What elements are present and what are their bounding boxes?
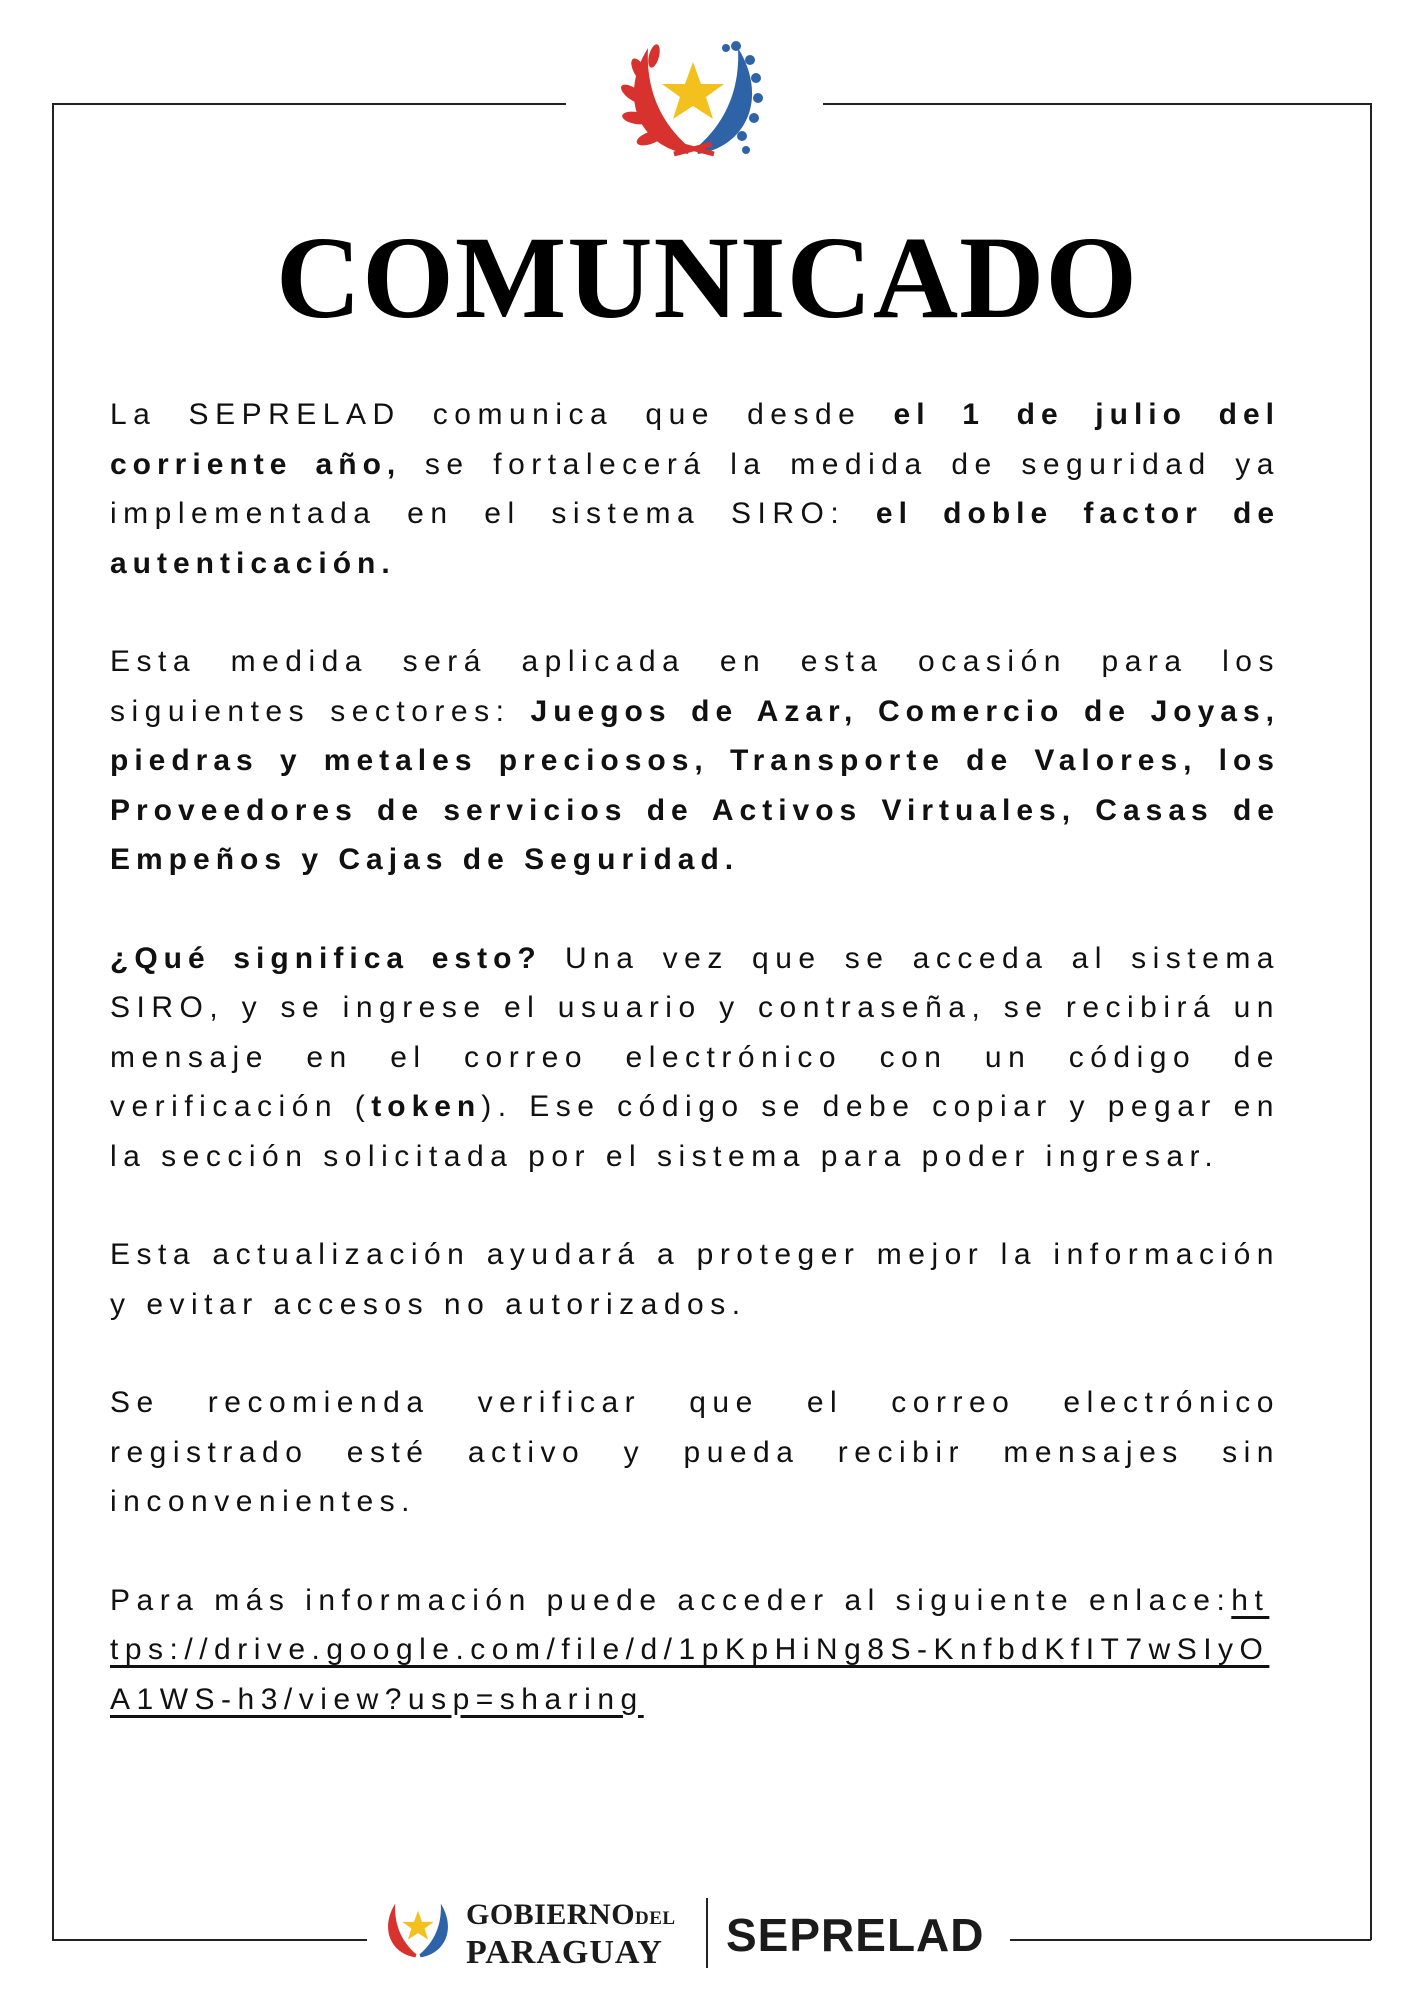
frame-bottom-right-line (1010, 1939, 1371, 1941)
p3-bold-token: token (371, 1090, 482, 1123)
frame-top-left-line (52, 103, 566, 105)
p1-text-2: se fortalecerá la medida de seguridad ya implementada en el sistema SIRO: (110, 447, 1280, 530)
drive-link[interactable]: https://drive.google.com/file/d/1pKpHiNg8S-KnfbdKfIT7wSIyOA1WS-h3/view?usp=sharing (110, 1583, 1270, 1716)
paraguay-emblem-small-icon (380, 1890, 456, 1966)
p3-text-1: Una vez que se acceda al sistema SIRO, y se ingrese el usuario y contraseña, se recibirá un mensaje en el correo electrónico con un código de verificación ( (110, 941, 1280, 1123)
paragraph-recommendation: Se recomienda verificar que el correo electrónico registrado esté activo y pueda recibir mensajes sin inconvenientes. (110, 1386, 1280, 1518)
gov-line1: GOBIERNO (466, 1898, 636, 1931)
agency-logo-text: SEPRELAD (726, 1909, 985, 1961)
frame-right-line (1370, 103, 1372, 1940)
frame-top-right-line (823, 103, 1371, 105)
document-body (110, 390, 1280, 1773)
p2-text-1: Esta medida será aplicada en esta ocasión para los siguientes sectores: (110, 645, 1280, 728)
gov-line2: PARAGUAY (466, 1934, 663, 1971)
paragraph-update: Esta actualización ayudará a proteger mejor la información y evitar accesos no autorizados. (110, 1238, 1280, 1321)
frame-left-line (52, 103, 54, 1940)
paragraph-announcement (110, 390, 1280, 588)
p1-bold-date: el 1 de julio del corriente año, (110, 398, 1280, 481)
p6-text: Para más información puede acceder al siguiente enlace: (110, 1583, 1232, 1617)
government-wordmark (466, 1898, 676, 1970)
paragraph-meaning (110, 934, 1280, 1182)
page-title: COMUNICADO (275, 212, 1139, 343)
footer-separator (706, 1898, 708, 1968)
paraguay-emblem-icon (618, 26, 768, 166)
footer-logos (380, 1890, 1020, 1990)
p3-bold-question: ¿Qué significa esto? (110, 941, 542, 975)
paragraph-sectors (110, 637, 1280, 885)
p1-text-1: La SEPRELAD comunica que desde (110, 398, 894, 431)
frame-bottom-left-line (52, 1939, 367, 1941)
gov-line1-small: DEL (635, 1908, 676, 1929)
paragraph-more-info (110, 1576, 1280, 1725)
p3-text-2: ). Ese código se debe copiar y pegar en la sección solicitada por el sistema para poder ingresar. (110, 1090, 1280, 1173)
p1-bold-measure: el doble factor de autenticación. (110, 497, 1280, 580)
p2-bold-sectors: Juegos de Azar, Comercio de Joyas, piedras y metales preciosos, Transporte de Valores, los Proveedores de servicios de Activos Virtuales, Casas de Empeños y Cajas de Seguridad. (110, 694, 1280, 876)
